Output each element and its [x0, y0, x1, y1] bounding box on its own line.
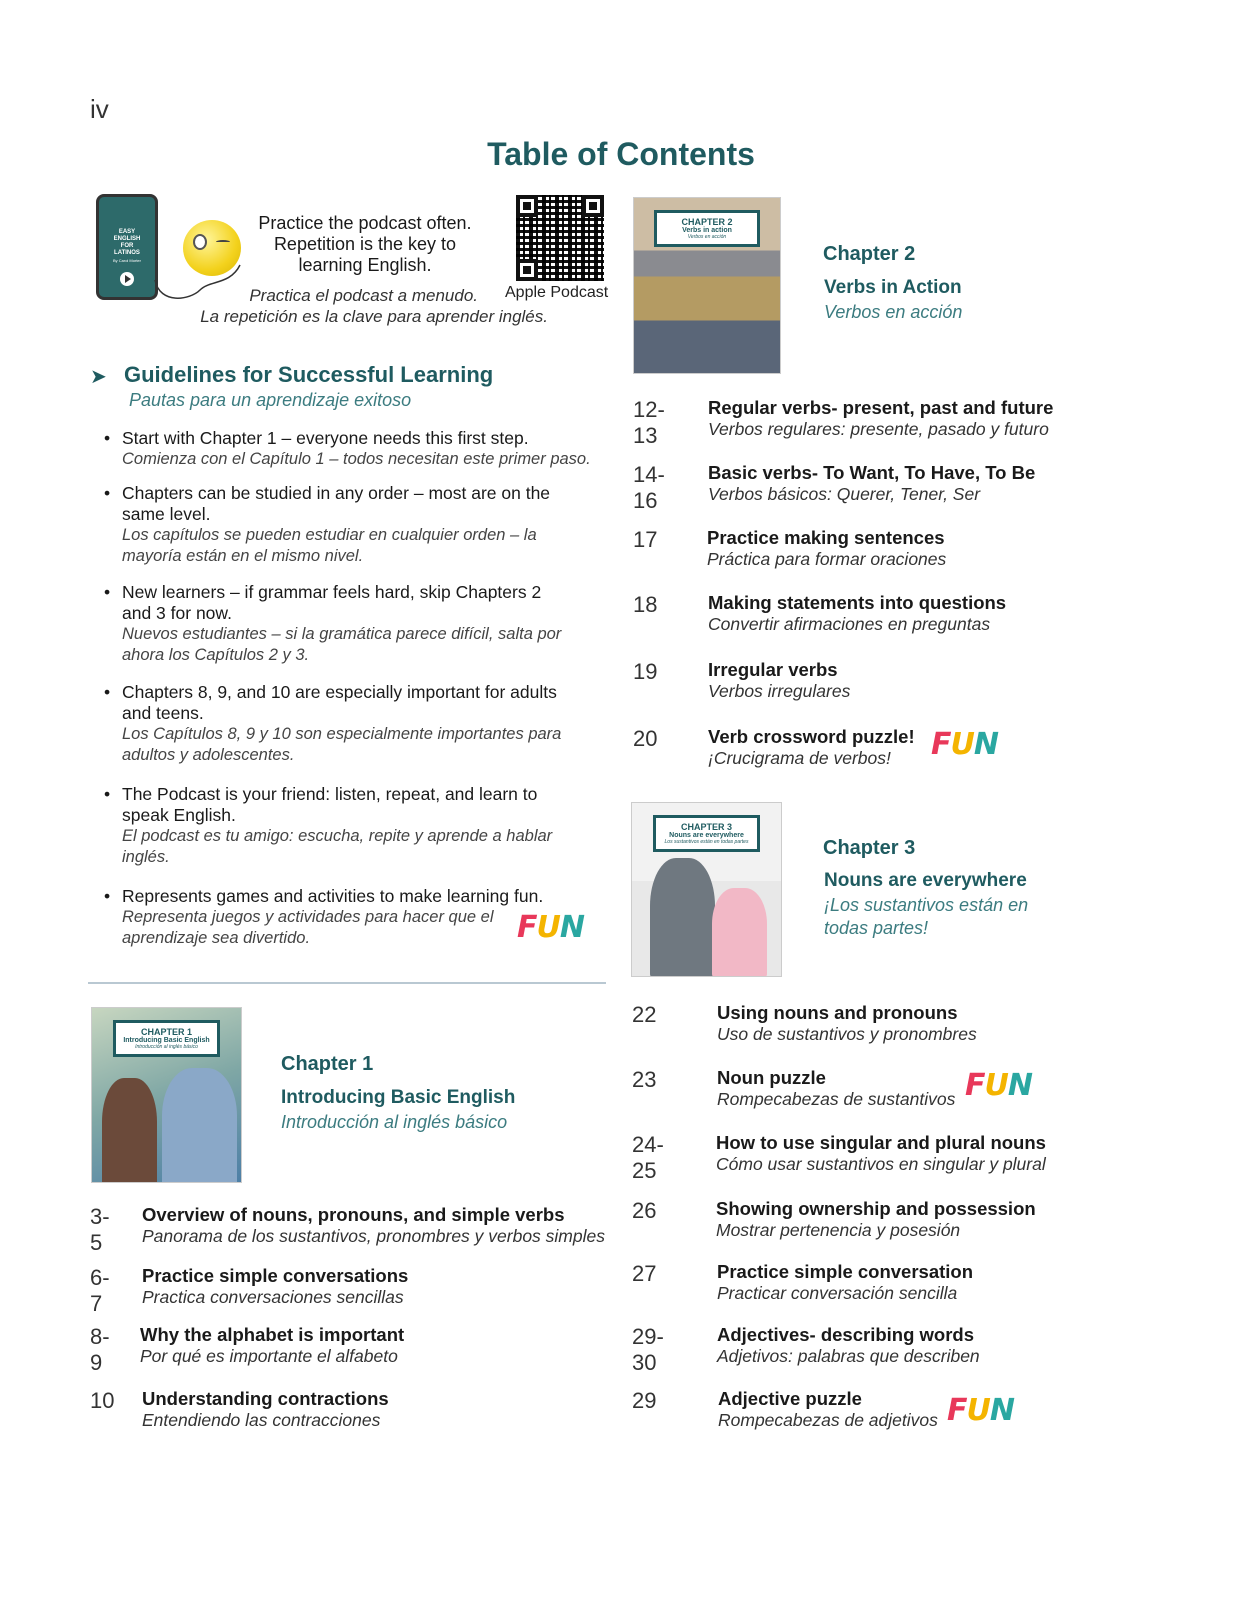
phone-text: EASY	[118, 229, 136, 235]
entry-subtitle: Practicar conversación sencilla	[717, 1283, 958, 1303]
play-icon	[120, 272, 134, 286]
entry-title: Adjectives- describing words	[717, 1324, 975, 1345]
entry-title: Practice making sentences	[707, 527, 945, 548]
guideline-item: • Represents games and activities to make learning fun. Representa juegos y actividades para hacer que el aprendizaje sea divertido.	[104, 886, 584, 949]
page-range: 29-30	[632, 1324, 664, 1375]
fun-logo-icon: FUN	[517, 910, 584, 945]
entry-title: Using nouns and pronouns	[717, 1002, 958, 1023]
entry-subtitle: Mostrar pertenencia y posesión	[716, 1220, 961, 1240]
chapter-1-label: Chapter 1	[281, 1053, 374, 1075]
chapter-1-subtitle: Introducción al inglés básico	[281, 1112, 508, 1132]
guideline-es: Comienza con el Capítulo 1 – todos necesitan este primer paso.	[122, 450, 591, 468]
guideline-es: Nuevos estudiantes – si la gramática parece difícil, salta por ahora los Capítulos 2 y 3.	[122, 625, 562, 664]
guideline-es: Representa juegos y actividades para hacer que el aprendizaje sea divertido.	[122, 908, 494, 947]
cover-subtitle: Introducing Basic English	[123, 1037, 210, 1045]
text-line: La repetición es la clave para aprender inglés.	[200, 307, 548, 326]
text-line: Practice the podcast often.	[258, 213, 472, 233]
entry-subtitle: Rompecabezas de adjetivos	[718, 1410, 938, 1430]
cover-subtitle: Verbs in action	[682, 227, 732, 235]
guideline-item: • New learners – if grammar feels hard, skip Chapters 2 and 3 for now. Nuevos estudiantes – si la gramática parece difícil, salta por ahora los Capítulos 2 y 3.	[104, 582, 574, 666]
page-range: 17	[633, 527, 658, 552]
guideline-es: El podcast es tu amigo: escucha, repite y aprende a hablar inglés.	[122, 827, 553, 866]
cover-card	[654, 210, 759, 247]
entry-subtitle: Verbos regulares: presente, pasado y futuro	[708, 419, 1049, 439]
text-line: todas partes!	[824, 918, 929, 938]
text-line: Repetition is the key to	[273, 234, 457, 254]
guideline-es: Los Capítulos 8, 9 y 10 son especialmente importantes para adultos y adolescentes.	[122, 725, 562, 764]
entry-subtitle: Uso de sustantivos y pronombres	[717, 1024, 977, 1044]
entry-title: Making statements into questions	[708, 592, 1007, 613]
cover-title: CHAPTER 2	[681, 217, 733, 228]
entry-title: Regular verbs- present, past and future	[708, 397, 1054, 418]
entry-title: How to use singular and plural nouns	[716, 1132, 1046, 1153]
entry-subtitle: Adjetivos: palabras que describen	[717, 1346, 980, 1366]
cover-title: CHAPTER 3	[680, 822, 732, 833]
entry-subtitle: Verbos irregulares	[708, 681, 851, 701]
entry-subtitle: Panorama de los sustantivos, pronombres y verbos simples	[142, 1226, 605, 1246]
guideline-es: Los capítulos se pueden estudiar en cualquier orden – la mayoría están en el mismo nivel.	[122, 526, 537, 565]
page-range: 3-5	[90, 1204, 110, 1255]
entry-title: Why the alphabet is important	[140, 1324, 405, 1345]
arrow-right-icon: ➤	[90, 366, 107, 388]
entry-title: Showing ownership and possession	[716, 1198, 1036, 1219]
cover-subtitle: Nouns are everywhere	[669, 832, 744, 840]
cover-subtitle-es: Verbos en acción	[687, 234, 727, 241]
chapter-3-label: Chapter 3	[823, 837, 916, 859]
cover-card	[653, 815, 760, 852]
guideline-item: • Chapters 8, 9, and 10 are especially important for adults and teens. Los Capítulos 8, 9 y 10 son especialmente importantes para adultos y adolescentes.	[104, 682, 584, 766]
page-range: 22	[632, 1002, 657, 1027]
chapter-2-cover-image	[633, 197, 781, 374]
divider	[88, 982, 606, 984]
chapter-2-subtitle: Verbos en acción	[824, 302, 963, 322]
entry-subtitle: Rompecabezas de sustantivos	[717, 1089, 956, 1109]
chapter-3-subtitle	[824, 894, 1028, 940]
entry-title: Practice simple conversation	[717, 1261, 974, 1282]
guideline-en: Represents games and activities to make learning fun.	[122, 886, 544, 906]
phone-text: LATINOS	[114, 250, 140, 256]
page-range: 14-16	[633, 462, 665, 513]
page-range: 24-25	[632, 1132, 664, 1183]
entry-subtitle: Practica conversaciones sencillas	[142, 1287, 404, 1307]
text-line: learning English.	[298, 255, 432, 275]
page-range: 6-7	[90, 1265, 110, 1316]
page-range: 8-9	[90, 1324, 110, 1375]
page-number: iv	[90, 94, 109, 124]
fun-logo-icon: FUN	[965, 1068, 1032, 1103]
guideline-item: • Chapters can be studied in any order – most are on the same level. Los capítulos se pueden estudiar en cualquier orden – la mayoría están en el mismo nivel.	[104, 483, 554, 567]
chapter-2-name: Verbs in Action	[824, 277, 962, 298]
page-range: 12-13	[633, 397, 665, 448]
podcast-tip-es	[188, 285, 548, 327]
entry-title: Overview of nouns, pronouns, and simple verbs	[142, 1204, 565, 1225]
page-range: 26	[632, 1198, 657, 1223]
entry-title: Noun puzzle	[717, 1067, 826, 1088]
entry-subtitle: ¡Crucigrama de verbos!	[708, 748, 891, 768]
chapter-3-name: Nouns are everywhere	[824, 870, 1027, 891]
page-title: Table of Contents	[487, 136, 755, 172]
entry-subtitle: Cómo usar sustantivos en singular y plural	[716, 1154, 1046, 1174]
text-line: Practica el podcast a menudo.	[249, 286, 478, 305]
guideline-item: • Start with Chapter 1 – everyone needs this first step. Comienza con el Capítulo 1 – todos necesitan este primer paso.	[104, 428, 604, 470]
page-range: 19	[633, 659, 658, 684]
page-range: 20	[633, 726, 658, 751]
guideline-en: Start with Chapter 1 – everyone needs this first step.	[122, 428, 529, 448]
phone-text: By Carol Morter	[112, 258, 141, 263]
page-range: 18	[633, 592, 658, 617]
chapter-1-name: Introducing Basic English	[281, 1087, 516, 1108]
page-range: 23	[632, 1067, 657, 1092]
cover-subtitle-es: Introducción al inglés básico	[135, 1044, 198, 1051]
fun-logo-icon: FUN	[931, 727, 998, 762]
page-range: 10	[90, 1388, 115, 1413]
cover-card	[113, 1020, 220, 1057]
chapter-3-cover-image	[631, 802, 782, 977]
entry-title: Basic verbs- To Want, To Have, To Be	[708, 462, 1036, 483]
chapter-2-label: Chapter 2	[823, 243, 916, 265]
guidelines-subtitle: Pautas para un aprendizaje exitoso	[129, 390, 412, 410]
entry-title: Understanding contractions	[142, 1388, 389, 1409]
entry-title: Adjective puzzle	[718, 1388, 862, 1409]
chapter-1-cover-image	[91, 1007, 242, 1183]
podcast-phone-image	[96, 194, 158, 300]
entry-subtitle: Verbos básicos: Querer, Tener, Ser	[708, 484, 981, 504]
entry-title: Practice simple conversations	[142, 1265, 409, 1286]
guideline-en: Chapters can be studied in any order – most are on the same level.	[122, 483, 551, 524]
phone-text: FOR	[120, 243, 134, 249]
cover-title: CHAPTER 1	[140, 1027, 192, 1038]
entry-subtitle: Entendiendo las contracciones	[142, 1410, 381, 1430]
qr-code-icon[interactable]	[516, 195, 604, 281]
guideline-item: • The Podcast is your friend: listen, repeat, and learn to speak English. El podcast es tu amigo: escucha, repite y aprende a hablar inglés.	[104, 784, 553, 866]
entry-title: Verb crossword puzzle!	[708, 726, 915, 747]
entry-subtitle: Práctica para formar oraciones	[707, 549, 947, 569]
winking-smiley-icon	[183, 220, 241, 276]
guidelines-title: Guidelines for Successful Learning	[124, 362, 494, 387]
entry-subtitle: Convertir afirmaciones en preguntas	[708, 614, 991, 634]
page-range: 29	[632, 1388, 657, 1413]
phone-text: ENGLISH	[113, 236, 141, 242]
guideline-en: Chapters 8, 9, and 10 are especially important for adults and teens.	[122, 682, 557, 723]
page-range: 27	[632, 1261, 657, 1286]
guideline-en: The Podcast is your friend: listen, repeat, and learn to speak English.	[122, 784, 538, 825]
guideline-en: New learners – if grammar feels hard, skip Chapters 2 and 3 for now.	[122, 582, 542, 623]
text-line: ¡Los sustantivos están en	[824, 895, 1029, 915]
cover-subtitle-es: Los sustantivos están en todas partes	[664, 839, 749, 846]
qr-label: Apple Podcast	[505, 284, 609, 301]
entry-subtitle: Por qué es importante el alfabeto	[140, 1346, 398, 1366]
entry-title: Irregular verbs	[708, 659, 838, 680]
podcast-tip-en	[250, 213, 480, 276]
fun-logo-icon: FUN	[947, 1393, 1014, 1428]
